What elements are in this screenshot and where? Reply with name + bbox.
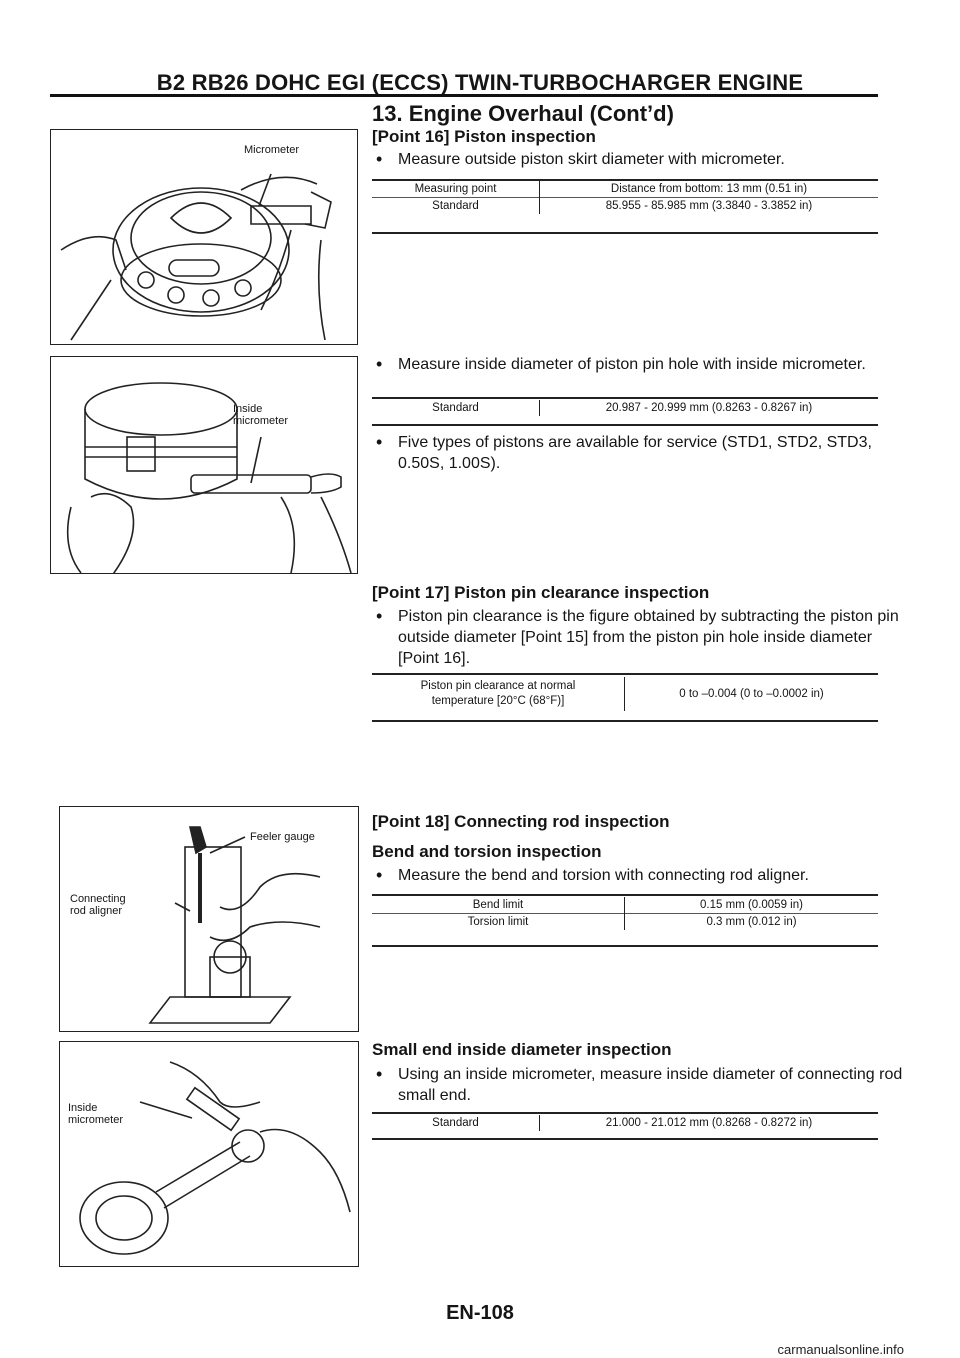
fig4-label-line2: micrometer <box>68 1114 124 1126</box>
point16-title: [Point 16] Piston inspection <box>372 127 596 146</box>
table-cell: 85.955 - 85.985 mm (3.3840 - 3.3852 in) <box>540 198 879 215</box>
section-title: 13. Engine Overhaul (Cont’d) <box>372 101 674 126</box>
fig1-label: Micrometer <box>244 144 300 156</box>
clearance-label-line1: Piston pin clearance at normal <box>420 680 576 692</box>
fig3-label-rod-line1: Connecting <box>70 893 126 905</box>
point18-bullet1: • Measure the bend and torsion with connecting rod aligner. <box>372 865 908 886</box>
table-cell: 0.3 mm (0.012 in) <box>625 914 879 931</box>
fig3-label-feeler: Feeler gauge <box>250 831 315 843</box>
figure-inside-micrometer <box>50 356 358 574</box>
table-cell: 0 to –0.004 (0 to –0.0002 in) <box>625 677 879 711</box>
point17-table <box>372 677 878 711</box>
table-row <box>372 914 878 931</box>
fig2-label-line2: micrometer <box>233 415 289 427</box>
figure-rod-small-end <box>59 1041 359 1267</box>
point18-table1 <box>372 897 878 930</box>
point17-bullet: • Piston pin clearance is the figure obtained by subtracting the piston pin outside diameter [Point 15] from the piston pin hole inside diameter [Point 16]. <box>372 606 908 669</box>
table-cell: Standard <box>432 402 479 414</box>
table-cell <box>372 677 625 711</box>
table-row <box>372 400 878 416</box>
table-row <box>372 1115 878 1131</box>
table-rule <box>372 1112 878 1114</box>
table-rule <box>372 397 878 399</box>
table-rule <box>372 894 878 896</box>
watermark: carmanualsonline.info <box>777 1342 904 1357</box>
table-rule <box>372 673 878 675</box>
table-row <box>372 897 878 914</box>
table-cell: 0.15 mm (0.0059 in) <box>625 897 879 914</box>
page-number: EN-108 <box>446 1302 514 1324</box>
fig4-label-line1: Inside <box>68 1102 98 1114</box>
document-header: B2 RB26 DOHC EGI (ECCS) TWIN-TURBOCHARGER ENGINE <box>156 70 804 95</box>
table-cell: 20.987 - 20.999 mm (0.8263 - 0.8267 in) <box>540 400 879 416</box>
point16-bullet2: • Measure inside diameter of piston pin hole with inside micrometer. <box>372 354 908 375</box>
table-row <box>372 677 878 711</box>
table-cell: Distance from bottom: 13 mm (0.51 in) <box>540 181 879 198</box>
table-row <box>372 198 878 215</box>
table-rule <box>372 720 878 722</box>
clearance-label-line2: temperature [20°C (68°F)] <box>431 695 565 707</box>
table-row <box>372 181 878 198</box>
header-rule <box>50 94 878 97</box>
point16-table1 <box>372 181 878 214</box>
table-rule <box>372 1138 878 1140</box>
table-cell: Bend limit <box>472 899 524 911</box>
point17-title: [Point 17] Piston pin clearance inspection <box>372 583 710 602</box>
rod-small-end-illustration <box>60 1042 358 1266</box>
point16-bullet3: • Five types of pistons are available for service (STD1, STD2, STD3, 0.50S, 1.00S). <box>372 432 908 474</box>
point16-table2 <box>372 400 878 416</box>
inside-micrometer-illustration <box>51 357 357 573</box>
table-cell: Measuring point <box>414 183 497 195</box>
figure-micrometer <box>50 129 358 345</box>
table-cell: Standard <box>432 1117 479 1129</box>
table-rule <box>372 424 878 426</box>
fig3-label-rod-line2: rod aligner <box>70 905 122 917</box>
point18-table2 <box>372 1115 878 1131</box>
table-cell: 21.000 - 21.012 mm (0.8268 - 0.8272 in) <box>540 1115 879 1131</box>
figure-rod-aligner <box>59 806 359 1032</box>
table-cell: Torsion limit <box>372 914 625 931</box>
point18-subheading2: Small end inside diameter inspection <box>372 1040 672 1059</box>
point18-title: [Point 18] Connecting rod inspection <box>372 812 670 831</box>
micrometer-illustration <box>51 130 357 344</box>
point18-bullet2: • Using an inside micrometer, measure inside diameter of connecting rod small end. <box>372 1064 908 1106</box>
table-cell: Standard <box>372 198 540 215</box>
point18-subheading1: Bend and torsion inspection <box>372 842 602 861</box>
fig2-label-line1: Inside <box>233 403 263 415</box>
table-rule <box>372 232 878 234</box>
table-rule <box>372 945 878 947</box>
point16-bullet1: • Measure outside piston skirt diameter with micrometer. <box>372 149 908 170</box>
